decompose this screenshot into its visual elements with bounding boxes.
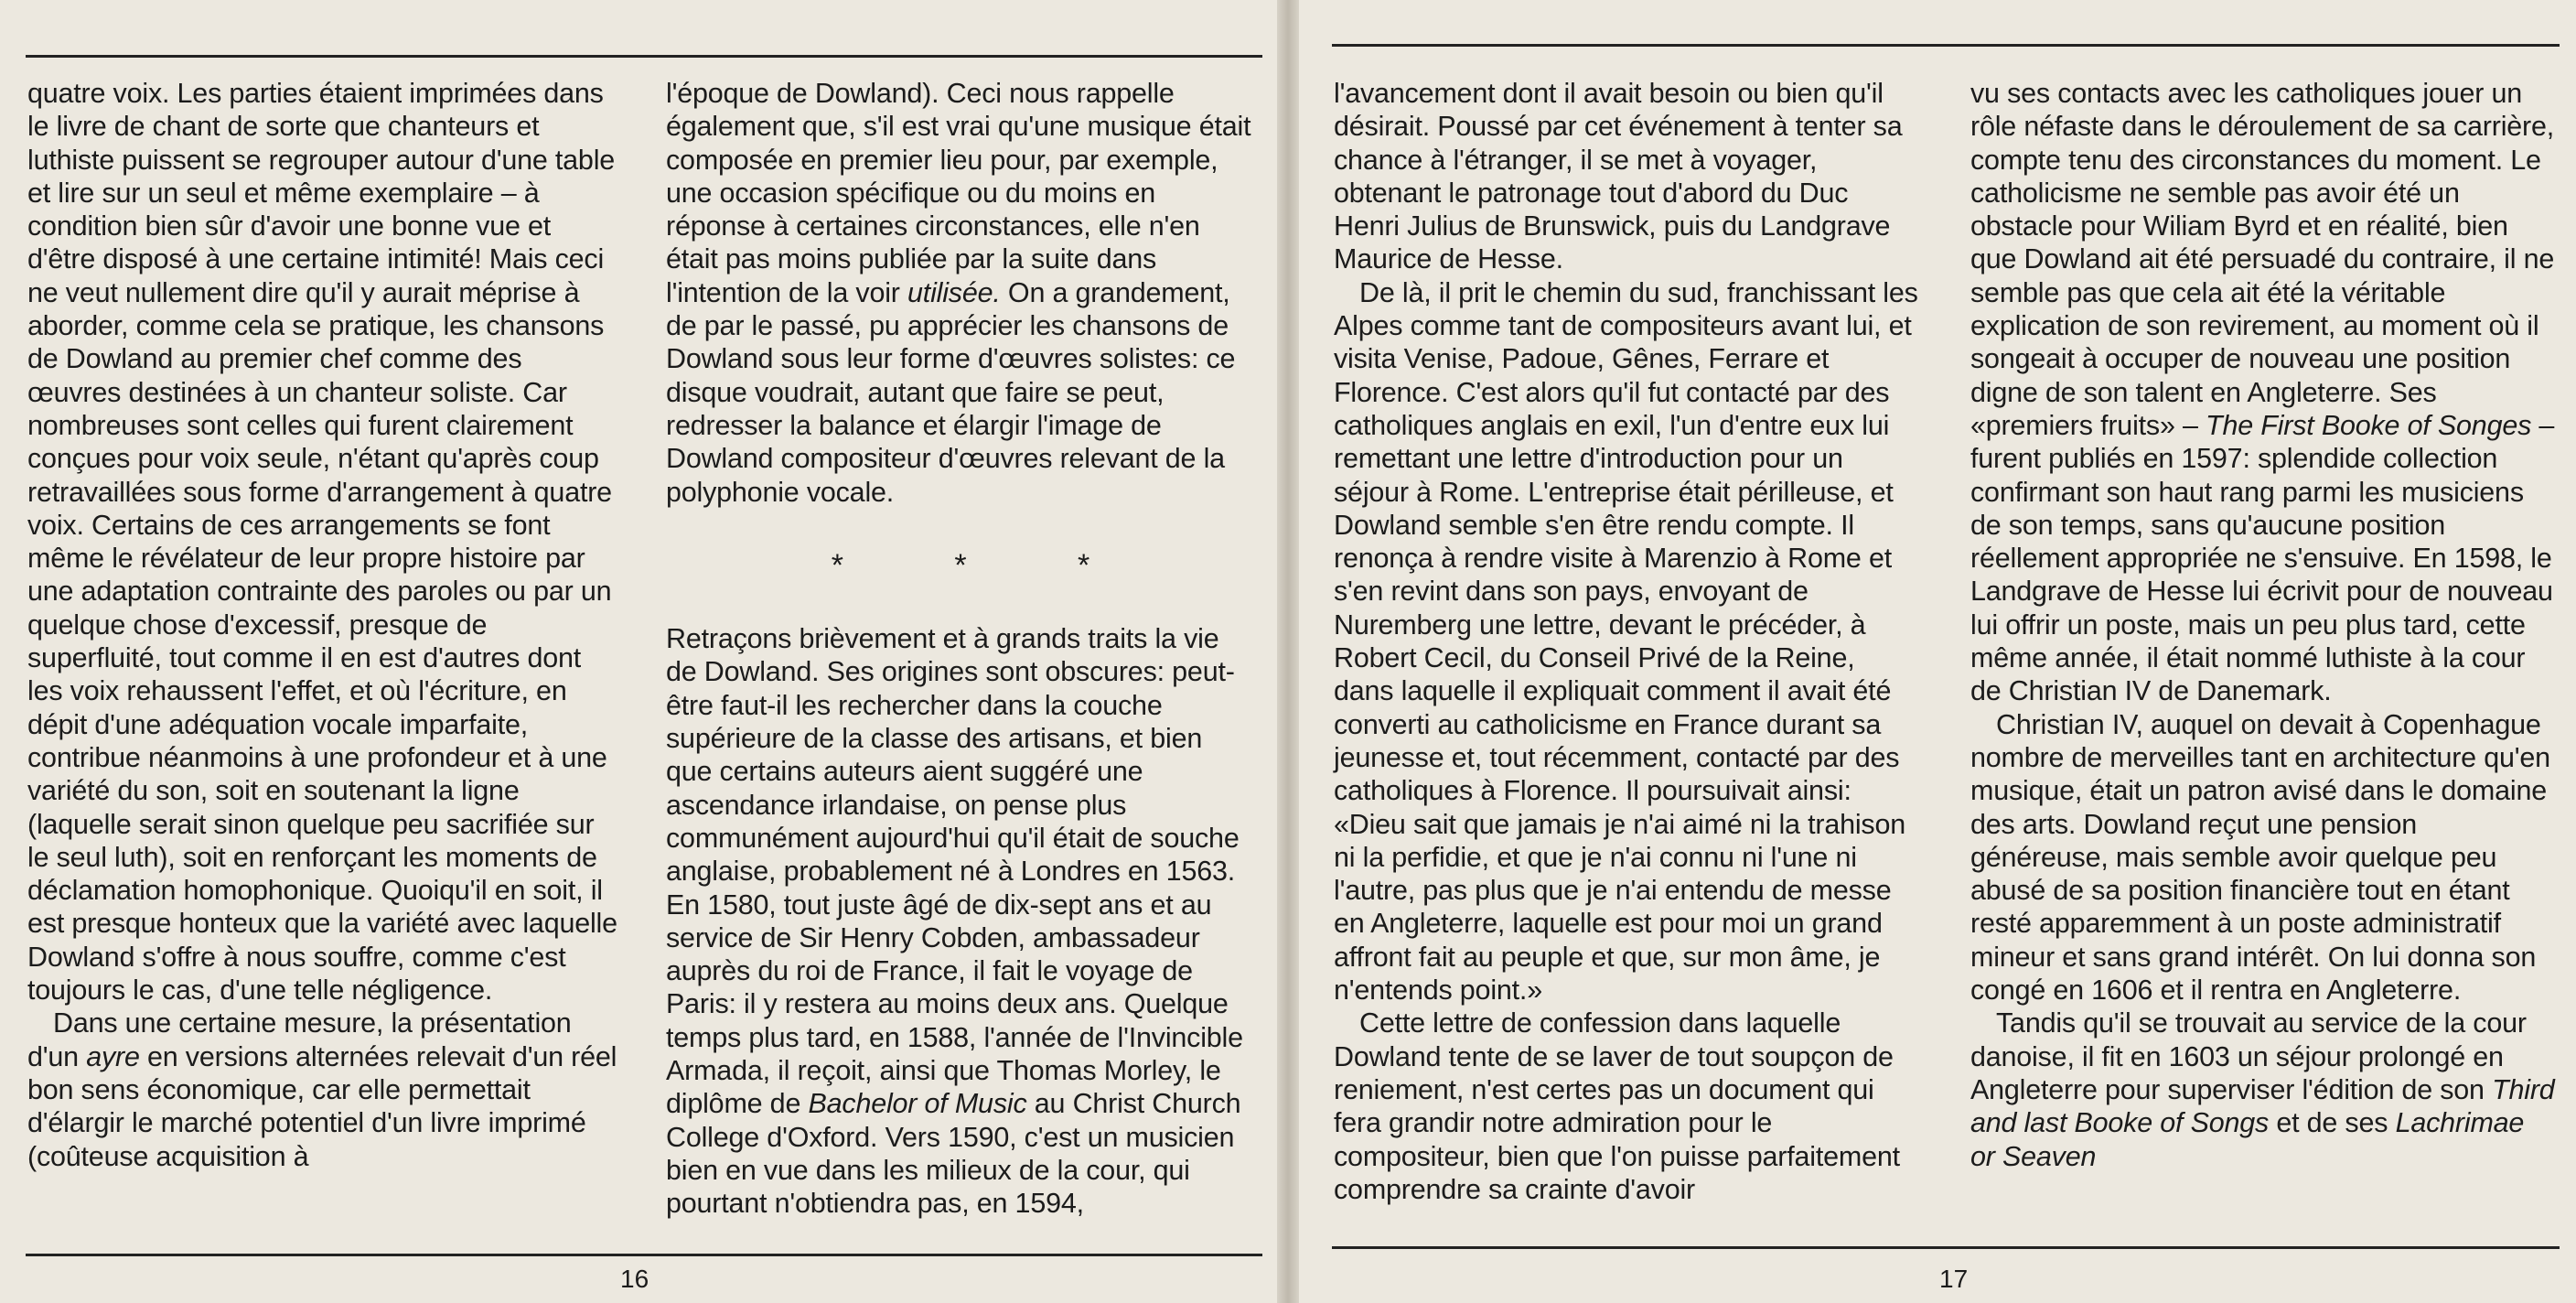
italic-title: utilisée. xyxy=(907,276,1001,308)
bottom-rule xyxy=(26,1254,1262,1256)
italic-title: ayre xyxy=(86,1040,140,1072)
section-separator: * * * xyxy=(831,547,1142,583)
text-run: Tandis qu'il se trouvait au service de la cour danoise, il fit en 1603 un séjour prolongé en Angleterre pour superviser l'édition de son xyxy=(1970,1007,2527,1105)
text-run: au Christ Church College d'Oxford. Vers 1590, c'est un musicien bien en vue dans les milieux de la cour, qui pourtant n'obtiendra pas, en 1594, xyxy=(666,1088,1241,1220)
column xyxy=(666,77,1251,1221)
text-run: Retraçons brièvement et à grands traits la vie de Dowland. Ses origines sont obscures: peut-être faut-il les rechercher dans la couche supérieure de la classe des artisans, et bien que certains auteurs aient suggéré une ascendance irlandaise, on pense plus communément aujourd'hui qu'il était de souche anglaise, probablement né à Londres en 1563. En 1580, tout juste âgé de dix-sept ans et au service de Sir Henry Cobden, ambassadeur auprès du roi de France, il fait le voyage de Paris: il y restera au moins deux ans. Quelque temps plus tard, en 1588, l'année de l'Invincible Armada, il reçoit, ainsi que Thomas Morley, le diplôme de xyxy=(666,623,1243,1120)
paragraph xyxy=(666,622,1251,1220)
paragraph xyxy=(1970,708,2556,1007)
text-run: et de ses xyxy=(2269,1107,2396,1139)
italic-title: The First Booke of Songes xyxy=(2206,409,2532,441)
text-run: Dans une certaine mesure, la présentation d'un xyxy=(27,1007,572,1072)
paragraph xyxy=(1970,1007,2556,1172)
paragraph xyxy=(666,77,1251,509)
column xyxy=(1970,77,2556,1173)
page-number: 17 xyxy=(1939,1265,1969,1293)
text-run: l'avancement dont il avait besoin ou bien qu'il désirait. Poussé par cet événement à tenter sa chance à l'étranger, il se met à voyager, obtenant le patronage tout d'abord du Duc Henri Julius de Brunswick, puis du Landgrave Maurice de Hesse. xyxy=(1334,78,1903,275)
italic-title: Lachrimae or Seaven xyxy=(1970,1107,2525,1172)
text-run: Cette lettre de confession dans laquelle Dowland tente de se laver de tout soupçon de reniement, n'est certes pas un document qui fera grandir notre admiration pour le compositeur, bien que l'on puisse parfaitement comprendre sa crainte d'avoir xyxy=(1334,1007,1900,1205)
italic-title: Third and last Booke of Songs xyxy=(1970,1073,2555,1139)
paragraph xyxy=(1334,276,1919,1007)
top-rule xyxy=(1332,44,2560,47)
top-rule xyxy=(26,55,1262,58)
paragraph xyxy=(1334,77,1919,276)
text-run: en versions alternées relevait d'un réel bon sens économique, car elle permettait d'élargir le marché potentiel d'un livre imprimé (coûteuse acquisition à xyxy=(27,1040,617,1172)
paragraph xyxy=(1970,77,2556,708)
book-gutter xyxy=(1277,0,1299,1303)
column xyxy=(27,77,622,1173)
text-run: – furent publiés en 1597: splendide collection confirmant son haut rang parmi les musiciens de son temps, sans qu'aucune position réellement appropriée ne s'ensuive. En 1598, le Landgrave de Hesse lui écrivit pour de nouveau lui offrir un poste, mais un peu plus tard, cette même année, il était nommé luthiste à la cour de Christian IV de Danemark. xyxy=(1970,409,2555,707)
page-number: 16 xyxy=(620,1265,649,1293)
paragraph xyxy=(27,77,622,1007)
text-run: quatre voix. Les parties étaient imprimées dans le livre de chant de sorte que chanteurs et luthiste puissent se regrouper autour d'une table et lire sur un seul et même exemplaire – à condition bien sûr d'avoir une bonne vue et d'être disposé à une certaine intimité! Mais ceci ne veut nullement dire qu'il y aurait méprise à aborder, comme cela se pratique, les chansons de Dowland au premier chef comme des œuvres destinées à un chanteur soliste. Car nombreuses sont celles qui furent clairement conçues pour voix seule, n'étant qu'après coup retravaillées sous forme d'arrangement à quatre voix. Certains de ces arrangements se font même le révélateur de leur propre histoire par une adaptation contrainte des paroles ou par un quelque chose d'excessif, presque de superfluité, tout comme il en est d'autres dont les voix rehaussent l'effet, et où l'écriture, en dépit d'une adéquation vocale imparfaite, contribue néanmoins à une profondeur et à une variété du son, soit en soutenant la ligne (laquelle serait sinon quelque peu sacrifiée sur le seul luth), soit en renforçant les moments de déclamation homophonique. Quoiqu'il en soit, il est presque honteux que la variété avec laquelle Dowland s'offre à nous souffre, comme c'est toujours le cas, d'une telle négligence. xyxy=(27,78,617,1007)
italic-title: Bachelor of Music xyxy=(808,1088,1027,1120)
text-run: De là, il prit le chemin du sud, franchissant les Alpes comme tant de compositeurs avant lui, et visita Venise, Padoue, Gênes, Ferrare et Florence. C'est alors qu'il fut contacté par des catholiques anglais en exil, l'un d'entre eux lui remettant une lettre d'introduction pour un séjour à Rome. L'entreprise était périlleuse, et Dowland semble s'en être rendu compte. Il renonça à rendre visite à Marenzio à Rome et s'en revint dans son pays, envoyant de Nuremberg une lettre, devant le précéder, à Robert Cecil, du Conseil Privé de la Reine, dans laquelle il expliquait comment il avait été converti au catholicisme en France durant sa jeunesse et, tout récemment, contacté par des catholiques à Florence. Il poursuivait ainsi: «Dieu sait que jamais je n'ai aimé ni la trahison ni la perfidie, et que je n'ai connu ni l'une ni l'autre, pas plus que je n'ai entendu de messe en Angleterre, laquelle est pour moi un grand affront fait au peuple et que, sur mon âme, je n'entends point.» xyxy=(1334,276,1918,1007)
text-run: vu ses contacts avec les catholiques jouer un rôle néfaste dans le déroulement de sa carrière, compte tenu des circonstances du moment. Le catholicisme ne semble pas avoir été un obstacle pour Wiliam Byrd et en réalité, bien que Dowland ait été persuadé du contraire, il ne semble pas que cela ait été la véritable explication de son revirement, au moment où il songeait à occuper de nouveau une position digne de son talent en Angleterre. Ses «premiers fruits» – xyxy=(1970,78,2555,441)
paragraph xyxy=(27,1007,622,1172)
text-run: l'époque de Dowland). Ceci nous rappelle également que, s'il est vrai qu'une musique était composée en premier lieu pour, par exemple, une occasion spécifique ou du moins en réponse à certaines circonstances, elle n'en était pas moins publiée par la suite dans l'intention de la voir xyxy=(666,78,1251,308)
text-run: Christian IV, auquel on devait à Copenhague nombre de merveilles tant en architecture qu'en musique, était un patron avisé dans le domaine des arts. Dowland reçut une pension généreuse, mais semble avoir quelque peu abusé de sa position financière tout en étant resté apparemment à un poste administratif mineur et sans grand intérêt. On lui donna son congé en 1606 et il rentra en Angleterre. xyxy=(1970,708,2550,1007)
paragraph xyxy=(1334,1007,1919,1206)
page-right xyxy=(1288,0,2576,1303)
text-run: On a grandement, de par le passé, pu apprécier les chansons de Dowland sous leur forme d'œuvres solistes: ce disque voudrait, autant que faire se peut, redresser la balance et élargir l'image de Dowland compositeur d'œuvres relevant de la polyphonie vocale. xyxy=(666,276,1236,508)
column xyxy=(1334,77,1919,1206)
bottom-rule xyxy=(1332,1246,2560,1249)
